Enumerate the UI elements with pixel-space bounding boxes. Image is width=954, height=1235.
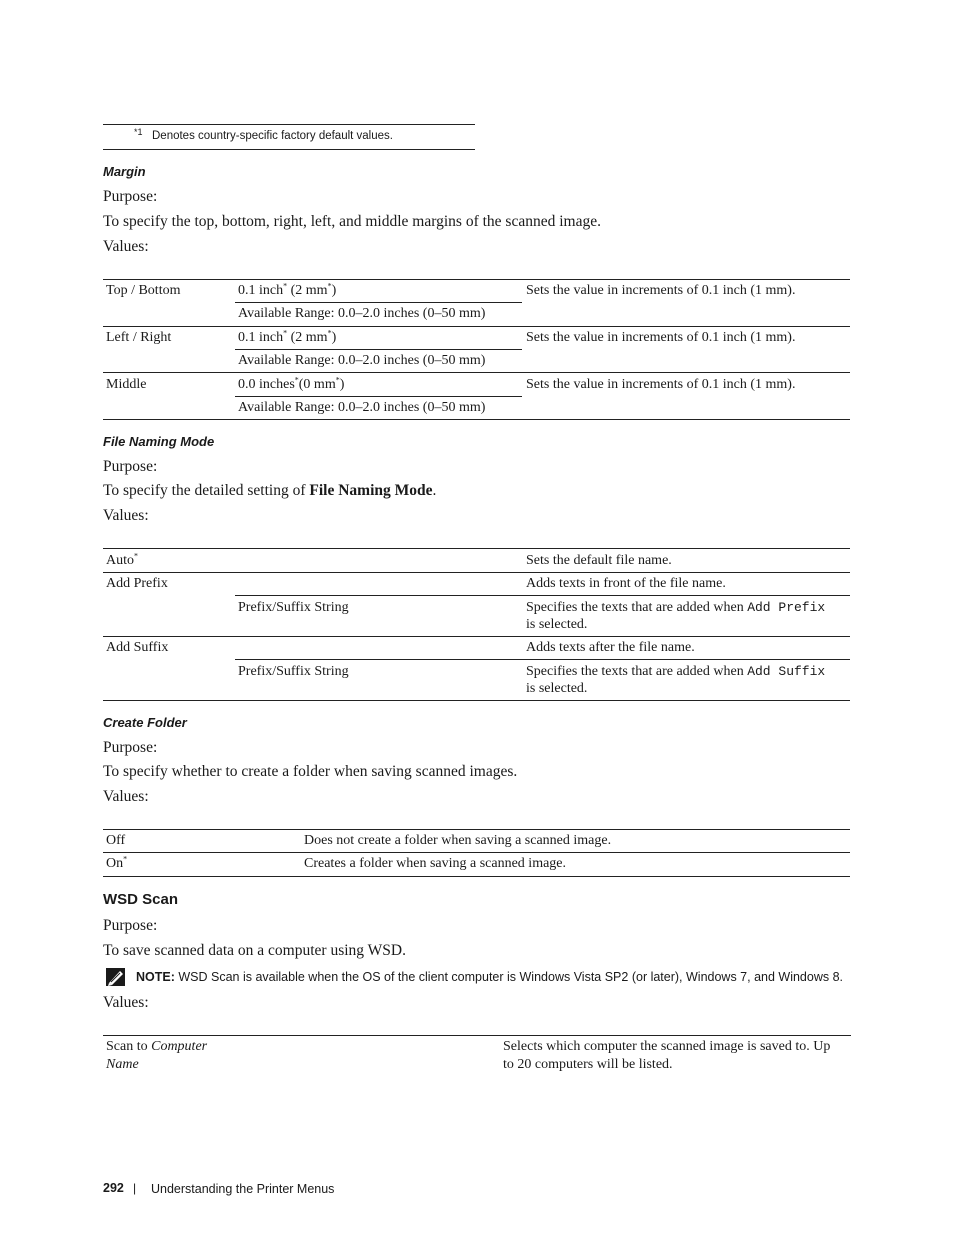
table-rule [103,876,850,877]
margin-purpose-label: Purpose: [103,188,158,205]
footnote-text: Denotes country-specific factory default values. [152,130,393,142]
margin-row-range: Available Range: 0.0–2.0 inches (0–50 mm) [238,306,486,321]
add-suffix-option: Add Suffix [106,640,169,655]
footnote-marker: *1 [134,127,143,137]
table-rule [103,548,850,549]
margin-row-desc: Sets the value in increments of 0.1 inch (1 mm). [526,283,796,298]
wsd-values-label: Values: [103,994,149,1011]
table-rule [235,659,850,660]
table-rule [235,302,522,303]
margin-heading: Margin [103,164,146,179]
create-folder-values-label: Values: [103,788,149,805]
footnote-bottom-rule [103,149,475,150]
prefix-string-desc: Specifies the texts that are added when Add Prefix is selected. [526,600,826,632]
margin-values-label: Values: [103,238,149,255]
table-rule [103,419,850,420]
create-folder-purpose-label: Purpose: [103,739,158,756]
on-option: On* [106,854,128,871]
margin-row-desc: Sets the value in increments of 0.1 inch (1 mm). [526,330,796,345]
wsd-note: NOTE: WSD Scan is available when the OS of the client computer is Windows Vista SP2 (or later), Windows 7, and Windows 8. [136,970,844,984]
file-naming-heading: File Naming Mode [103,434,215,449]
prefix-string-option: Prefix/Suffix String [238,600,349,615]
table-rule [103,1035,851,1036]
page-number: 292 [103,1181,124,1195]
margin-row-name: Left / Right [106,330,172,345]
table-rule [103,636,850,637]
footnote-top-rule [103,124,475,125]
margin-row-desc: Sets the value in increments of 0.1 inch (1 mm). [526,377,796,392]
add-prefix-option: Add Prefix [106,576,168,591]
footer-separator: | [133,1181,137,1195]
create-folder-purpose-text: To specify whether to create a folder when saving scanned images. [103,763,518,780]
file-naming-values-label: Values: [103,507,149,524]
table-rule [235,349,522,350]
file-naming-purpose-label: Purpose: [103,458,158,475]
add-prefix-desc: Adds texts in front of the file name. [526,576,726,591]
footer-title: Understanding the Printer Menus [151,1182,335,1196]
table-rule [103,700,850,701]
wsd-scan-heading: WSD Scan [103,891,179,908]
margin-row-range: Available Range: 0.0–2.0 inches (0–50 mm) [238,400,486,415]
scan-to-computer-name: Scan to Computer Name [106,1039,208,1072]
margin-row-name: Middle [106,377,147,392]
table-rule [235,595,850,596]
auto-option: Auto* [106,551,138,568]
table-rule [103,852,850,853]
margin-purpose-text: To specify the top, bottom, right, left, and middle margins of the scanned image. [103,213,601,230]
note-icon [105,967,126,987]
table-rule [103,372,850,373]
auto-desc: Sets the default file name. [526,553,672,568]
margin-row-range: Available Range: 0.0–2.0 inches (0–50 mm) [238,353,486,368]
create-folder-heading: Create Folder [103,715,187,730]
file-naming-purpose-text: To specify the detailed setting of File Naming Mode. [103,482,437,499]
add-suffix-desc: Adds texts after the file name. [526,640,695,655]
suffix-string-option: Prefix/Suffix String [238,664,349,679]
table-rule [103,572,850,573]
margin-row-value: 0.0 inches*(0 mm*) [238,375,345,392]
off-option: Off [106,833,126,848]
off-desc: Does not create a folder when saving a scanned image. [304,833,612,848]
scan-to-desc: Selects which computer the scanned image is saved to. Up to 20 computers will be listed. [503,1039,831,1072]
on-desc: Creates a folder when saving a scanned image. [304,856,567,871]
table-rule [103,326,850,327]
margin-row-value: 0.1 inch* (2 mm*) [238,281,337,298]
margin-row-name: Top / Bottom [106,283,181,298]
wsd-purpose-label: Purpose: [103,917,158,934]
suffix-string-desc: Specifies the texts that are added when Add Suffix is selected. [526,664,826,696]
wsd-purpose-text: To save scanned data on a computer using WSD. [103,942,406,959]
table-rule [103,279,850,280]
table-rule [103,829,850,830]
table-rule [235,396,522,397]
margin-row-value: 0.1 inch* (2 mm*) [238,328,337,345]
